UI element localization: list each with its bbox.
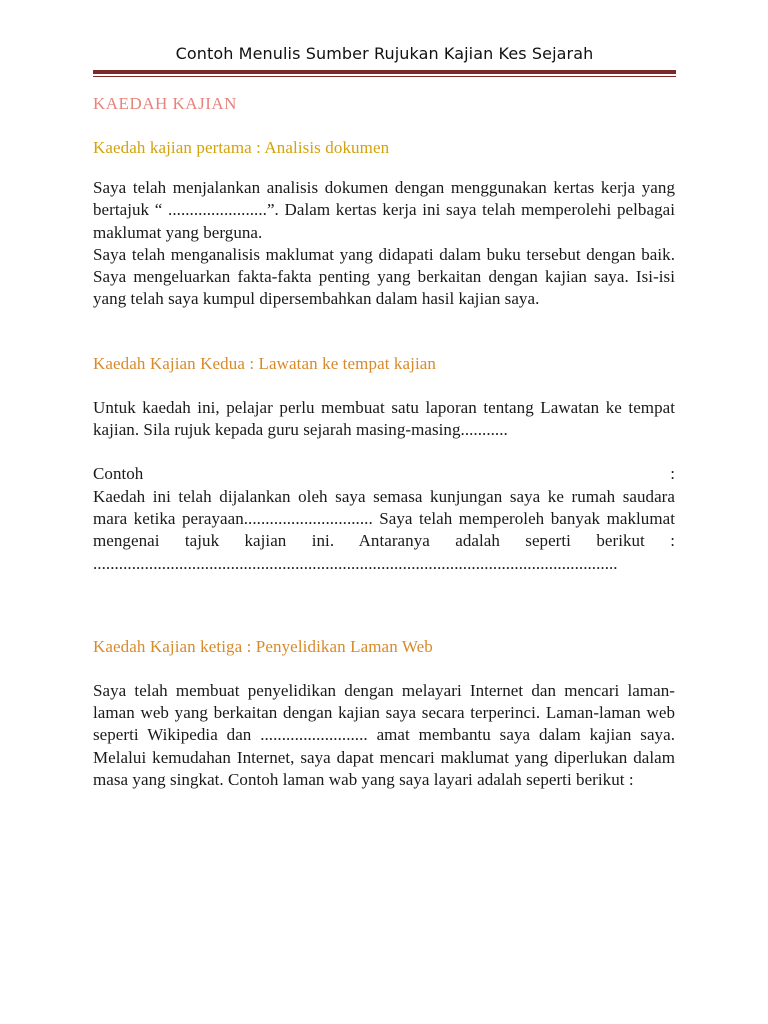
method-2-example-body: Kaedah ini telah dijalankan oleh saya semasa kunjungan saya ke rumah saudara mara ketika perayaan.............................. Saya telah memperoleh banyak maklumat mengenai tajuk kajian ini. Antaranya adalah seperti berikut :: [93, 486, 675, 551]
document-body: [93, 94, 675, 791]
header-rule: [93, 70, 676, 74]
method-1-paragraph-2: Saya telah menganalisis maklumat yang didapati dalam buku tersebut dengan baik. Saya mengeluarkan fakta-fakta penting yang berkaitan dengan kajian saya. Isi-isi yang telah saya kumpul dipersembahkan dalam hasil kajian saya.: [93, 244, 675, 309]
method-2-dots-line: ..........................................................................................................................: [93, 553, 618, 573]
page-header: Contoh Menulis Sumber Rujukan Kajian Kes Sejarah: [175, 44, 594, 63]
method-2-section: [93, 354, 675, 575]
method-2-heading: Kaedah Kajian Kedua : Lawatan ke tempat kajian: [93, 353, 437, 373]
method-3-heading: Kaedah Kajian ketiga : Penyelidikan Laman Web: [93, 636, 433, 656]
method-2-example-label: Contoh :: [93, 464, 675, 484]
method-3-section: [93, 637, 675, 791]
method-2-paragraph-1: Untuk kaedah ini, pelajar perlu membuat satu laporan tentang Lawatan ke tempat kajian. Sila rujuk kepada guru sejarah masing-masing...........: [93, 397, 675, 440]
method-1-paragraph-1: Saya telah menjalankan analisis dokumen dengan menggunakan kertas kerja yang bertajuk “ .......................”. Dalam kertas kerja ini saya telah memperolehi pelbagai maklumat yang berguna.: [93, 178, 675, 242]
section-title: KAEDAH KAJIAN: [93, 94, 237, 113]
method-1-section: [93, 138, 675, 311]
header-rule-thin: [93, 76, 676, 77]
method-3-paragraph-1: Saya telah membuat penyelidikan dengan melayari Internet dan mencari laman-laman web yang berkaitan dengan kajian saya secara terperinci. Laman-laman web seperti Wikipedia dan ......................... amat membantu saya dalam kajian saya. Melalui kemudahan Internet, saya dapat mencari maklumat yang diperlukan dalam masa yang singkat. Contoh laman wab yang saya layari adalah seperti berikut :: [93, 680, 675, 790]
method-1-heading: Kaedah kajian pertama : Analisis dokumen: [93, 138, 390, 157]
